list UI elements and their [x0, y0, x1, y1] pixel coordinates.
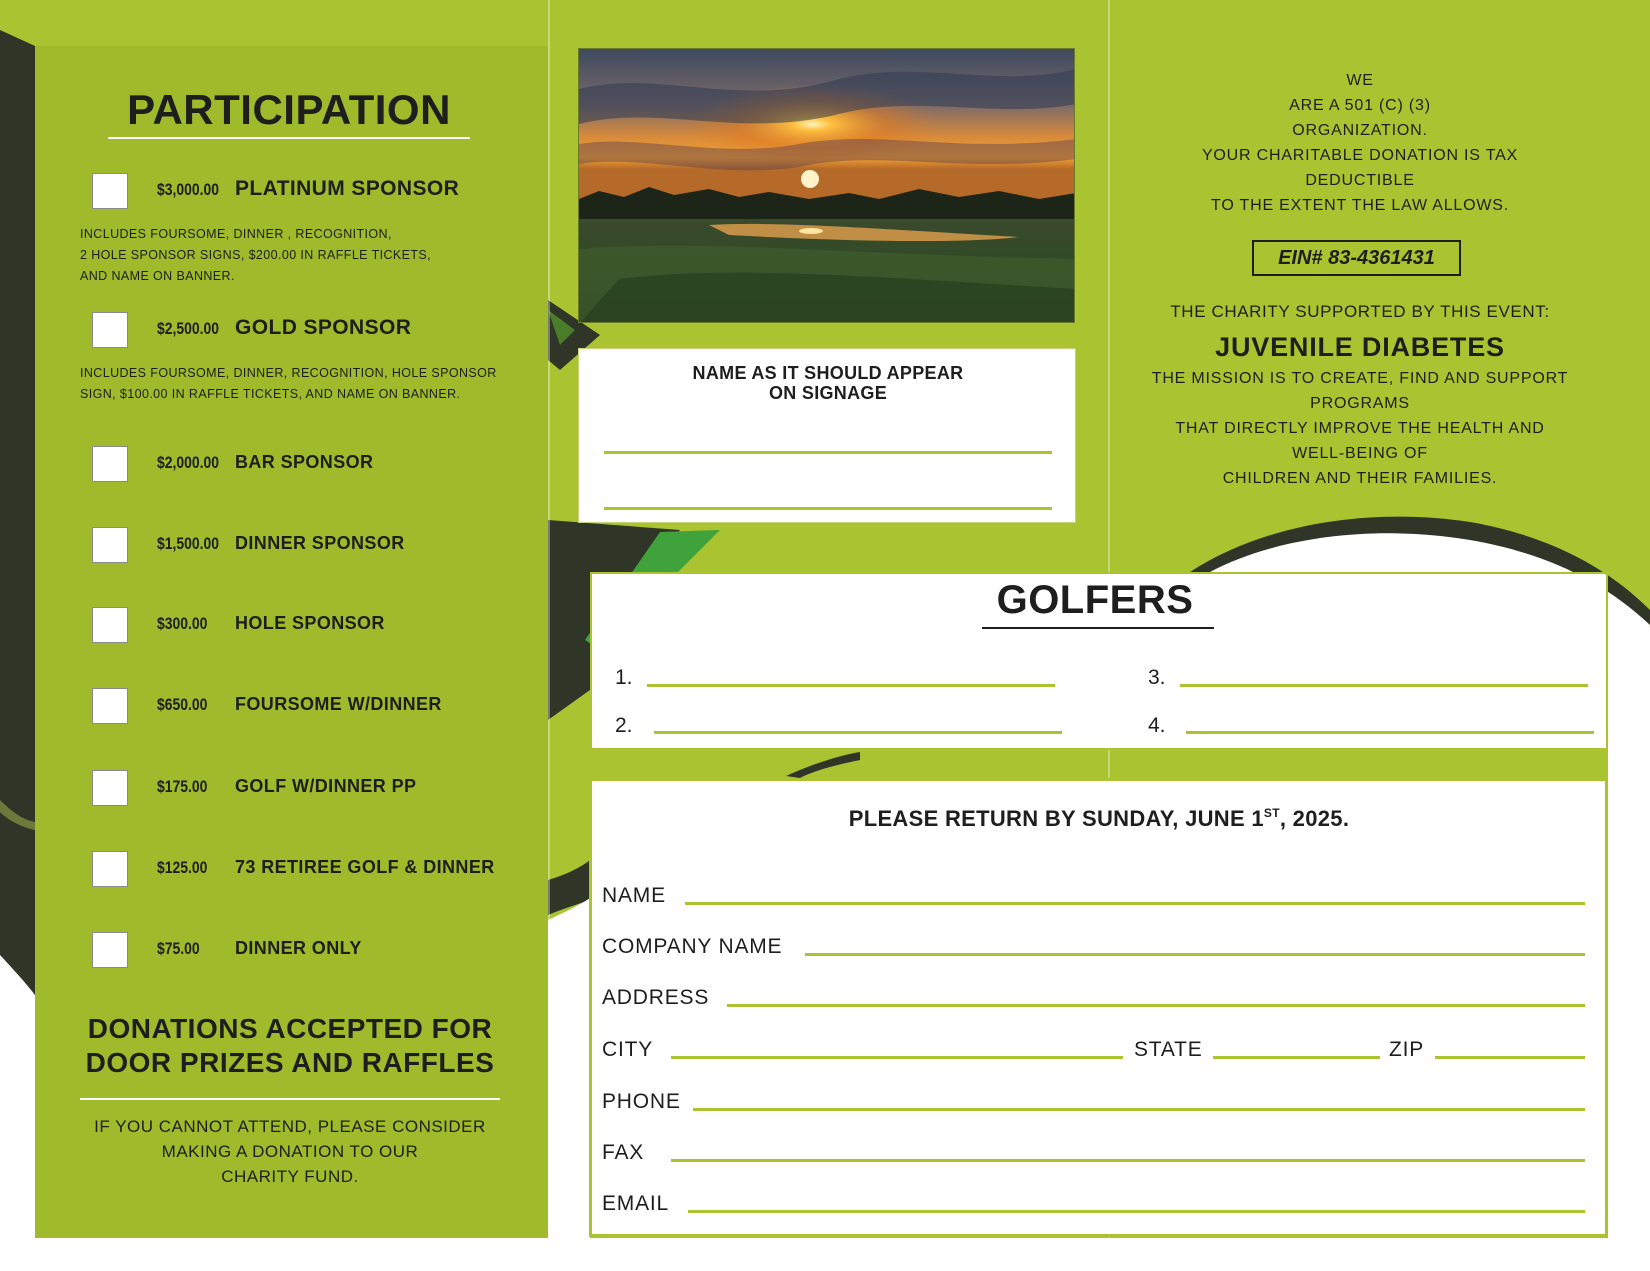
tier-dinner-sponsor: [92, 527, 532, 567]
charity-label: THE CHARITY SUPPORTED BY THIS EVENT:: [1170, 302, 1550, 321]
hole-sponsor-checkbox[interactable]: [92, 607, 128, 643]
golfer-line-4[interactable]: [1186, 731, 1594, 734]
golfer-number-4: 4.: [1148, 714, 1166, 737]
golfer-line-3[interactable]: [1180, 684, 1588, 687]
tier-name: 73 RETIREE GOLF & DINNER: [235, 857, 495, 877]
tier-price: $2,000.00: [157, 453, 220, 472]
charity-name: JUVENILE DIABETES: [1215, 332, 1505, 362]
donations-heading: DONATIONS ACCEPTED FOR DOOR PRIZES AND RAFFLES: [85, 1013, 495, 1078]
zip-field[interactable]: [1435, 1056, 1585, 1059]
fax-field[interactable]: [671, 1159, 1585, 1162]
city-label: CITY: [602, 1038, 654, 1061]
golf-course-sunset-photo: [578, 48, 1075, 323]
fold-line-left: [548, 0, 550, 1271]
platinum-checkbox[interactable]: [92, 173, 128, 209]
tier-hole: [92, 607, 532, 647]
mission-statement: THE MISSION IS TO CREATE, FIND AND SUPPORT PROGRAMS THAT DIRECTLY IMPROVE THE HEALTH AND WELL-BEING OF CHILDREN AND THEIR FAMILIES.: [1151, 370, 1569, 487]
golfer-number-1: 1.: [615, 666, 633, 689]
donation-note: IF YOU CANNOT ATTEND, PLEASE CONSIDER MAKING A DONATION TO OUR CHARITY FUND.: [94, 1117, 486, 1186]
golf-dinner-checkbox[interactable]: [92, 770, 128, 806]
fax-label: FAX: [602, 1141, 645, 1164]
email-field[interactable]: [688, 1210, 1585, 1213]
tier-price: $3,000.00: [157, 180, 220, 199]
participation-underline: [108, 137, 470, 139]
tax-exempt-statement: WE ARE A 501 (C) (3) ORGANIZATION. YOUR CHARITABLE DONATION IS TAX DEDUCTIBLE TO THE EXTENT THE LAW ALLOWS.: [1201, 72, 1519, 214]
return-deadline: PLEASE RETURN BY SUNDAY, JUNE 1ST, 2025.: [848, 806, 1350, 831]
tier-price: $1,500.00: [157, 534, 220, 553]
platinum-description: INCLUDES FOURSOME, DINNER , RECOGNITION, 2 HOLE SPONSOR SIGNS, $200.00 IN RAFFLE TICKETS, AND NAME ON BANNER.: [80, 227, 432, 283]
golfer-line-1[interactable]: [647, 684, 1055, 687]
dinner-sponsor-checkbox[interactable]: [92, 527, 128, 563]
tier-platinum: [92, 173, 532, 213]
ein-badge: EIN# 83-4361431: [1252, 240, 1461, 276]
gold-description: INCLUDES FOURSOME, DINNER, RECOGNITION, HOLE SPONSOR SIGN, $100.00 IN RAFFLE TICKETS, AND NAME ON BANNER.: [80, 366, 497, 401]
gold-checkbox[interactable]: [92, 312, 128, 348]
zip-label: ZIP: [1389, 1038, 1425, 1061]
address-field[interactable]: [727, 1004, 1585, 1007]
foursome-checkbox[interactable]: [92, 688, 128, 724]
company-field[interactable]: [805, 953, 1585, 956]
tier-name: HOLE SPONSOR: [235, 613, 385, 633]
phone-field[interactable]: [693, 1108, 1585, 1111]
retiree-checkbox[interactable]: [92, 851, 128, 887]
tier-foursome: [92, 688, 532, 728]
tier-dinner-only: [92, 932, 532, 972]
signage-title: NAME AS IT SHOULD APPEAR ON SIGNAGE: [692, 363, 964, 403]
golfer-number-2: 2.: [615, 714, 633, 737]
tier-price: $650.00: [157, 695, 208, 714]
tier-name: FOURSOME W/DINNER: [235, 694, 442, 714]
tier-price: $175.00: [157, 777, 208, 796]
state-field[interactable]: [1213, 1056, 1380, 1059]
tier-name: BAR SPONSOR: [235, 452, 374, 472]
golfers-title: GOLFERS: [996, 578, 1194, 622]
tier-price: $125.00: [157, 858, 208, 877]
company-label: COMPANY NAME: [602, 935, 783, 958]
golfer-line-2[interactable]: [654, 731, 1062, 734]
golfers-underline: [982, 627, 1214, 629]
city-field[interactable]: [671, 1056, 1123, 1059]
name-field[interactable]: [685, 902, 1585, 905]
bar-checkbox[interactable]: [92, 446, 128, 482]
tier-name: DINNER SPONSOR: [235, 533, 405, 553]
donations-divider: [80, 1098, 500, 1100]
tier-name: PLATINUM SPONSOR: [235, 177, 460, 200]
tier-name: DINNER ONLY: [235, 938, 362, 958]
name-label: NAME: [602, 884, 666, 907]
tier-golf-dinner: [92, 770, 532, 810]
email-label: EMAIL: [602, 1192, 670, 1215]
tier-name: GOLD SPONSOR: [235, 316, 412, 339]
address-label: ADDRESS: [602, 986, 710, 1009]
signage-line-2[interactable]: [604, 507, 1052, 510]
signage-line-1[interactable]: [604, 451, 1052, 454]
dinner-only-checkbox[interactable]: [92, 932, 128, 968]
phone-label: PHONE: [602, 1090, 681, 1113]
signage-box: [578, 348, 1076, 523]
state-label: STATE: [1134, 1038, 1203, 1061]
golfer-number-3: 3.: [1148, 666, 1166, 689]
registration-form: [589, 778, 1608, 1237]
tier-price: $300.00: [157, 614, 208, 633]
participation-title: PARTICIPATION: [127, 86, 451, 133]
tier-bar: [92, 446, 532, 486]
tier-price: $2,500.00: [157, 319, 220, 338]
tier-price: $75.00: [157, 939, 200, 958]
tier-name: GOLF W/DINNER PP: [235, 776, 417, 796]
tier-gold: [92, 312, 532, 352]
tier-retiree: [92, 851, 532, 891]
